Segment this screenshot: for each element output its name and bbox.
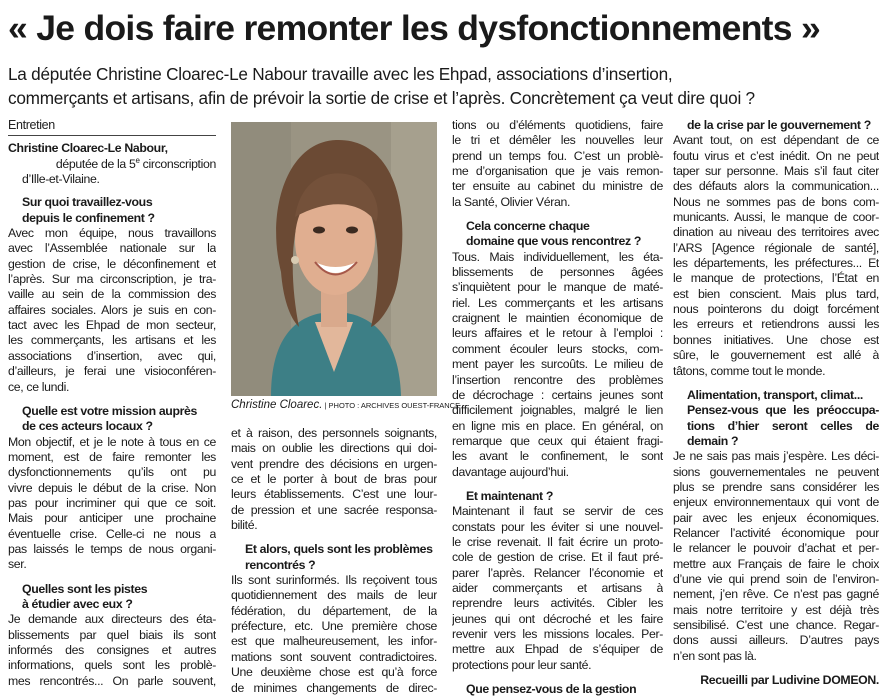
body-line: mations sont souvent contradictoires. [231,649,437,664]
body-line: Tous. Mais individuellement, les éta- [452,249,663,264]
body-line: tact avec les Ehpad de mon secteur, [8,318,216,333]
rubric-label: Entretien [8,118,216,136]
body-line: le relancer le pouvoir d’achat et per- [673,541,879,556]
column-3 [452,118,663,697]
lead-line: commerçants et artisans, afin de prévoir la sortie de crise et l’après. Concrètement ça veut dire quoi ? [8,88,755,108]
photo-caption [231,399,461,411]
body-line: municants. Aussi, le manque de coor- [673,210,879,225]
lead-line: La députée Christine Cloarec-Le Nabour travaille avec les Ehpad, associations d’insertion, [8,64,673,84]
question-line: demain ? [687,433,739,448]
body-line: est bien conscient. Mais plus tard, [673,286,879,301]
body-line: mais notre territoire y est déjà très [673,602,879,617]
signature: Recueilli par Ludivine DOMEON. [700,673,879,688]
body-line: craignent le maintien économique de [452,311,663,326]
column-4 [673,118,879,688]
column-2-body [231,426,437,696]
body-line: informés des consignes et autres [8,643,216,657]
body-line: des défauts alors la communication... [673,179,879,194]
body-line: le tri et démêler les nouvelles leur [452,133,663,148]
body-line: protections pour leur santé. [452,657,592,672]
body-line: la Santé, Olivier Véran. [452,194,571,209]
question-line: domaine que vous rencontrez ? [466,234,642,249]
body-line: blissements par quel biais ils sont [8,627,216,642]
body-line: ter ensuite au cabinet du ministre de [452,179,663,194]
portrait-photo [231,122,437,396]
body-line: avec l’Assemblée nationale sur la [8,241,216,256]
question-line: rencontrés ? [245,557,316,572]
body-line: prend un temps fou. C’est un problè- [452,148,663,163]
caption-name: Christine Cloarec. [231,399,323,411]
body-line: vent prendre des décisions en urgen- [231,456,437,471]
body-line: sions gouvernementales ne peuvent [673,464,879,479]
body-line: vaille au sein de la commission des [8,287,216,302]
body-line: Je demande aux directeurs des éta- [8,612,216,627]
body-line: quotidiennement des mails de leur [231,588,437,603]
body-line: cole de gestion de crise. Et il faut pré- [452,550,663,565]
body-line: bilité. [231,518,258,533]
body-line: pas pour incriminer qui que ce soit. [8,495,216,510]
body-line: Je ne sais pas mais j’espère. Les déci- [673,449,879,464]
question-line: Quelles sont les pistes [22,581,148,596]
body-line: préfecture, etc. Une première chose [231,619,437,634]
body-line: les commerçants, les artisans et les [8,333,216,348]
body-line: gestion de crise, le déconfinement et [8,256,216,271]
body-line: revenir vers les missions locales. Per- [452,627,663,641]
question-line: Et maintenant ? [466,488,553,503]
body-line: de pression et une sacrée responsa- [231,502,437,517]
body-line: s’inquiètent pour le manque de maté- [452,280,663,295]
body-line: tions ou d’éléments quotidiens, faire [452,118,663,132]
column-4-body [673,118,879,664]
body-line: informations, quels sont les problè- [8,658,216,673]
question-line: de la crise par le gouvernement ? [687,118,871,132]
body-line: plus se prendre sans considérer les [673,479,879,494]
body-line: sensibilisé. C’est une chance. Regar- [673,618,879,632]
column-1-body [8,195,216,689]
column-3-body [452,118,663,697]
body-line: enjeux environnementaux qui vont de [673,495,879,510]
question-line: de ces acteurs locaux ? [22,419,153,434]
body-line: difficilement joignables, malgré le lien [452,403,663,418]
column-1 [8,118,216,689]
question-line: depuis le confinement ? [22,210,155,225]
question-line: Que pensez-vous de la gestion [466,682,637,697]
body-line: le crise revenait. Il fait écrire un proto- [452,534,663,549]
body-line: sûre, le gouvernement est allé à [673,348,879,363]
body-line: fédération, du département, de la [231,603,437,618]
body-line: comment écouler leurs stocks, com- [452,341,663,356]
body-line: les avant le confinement, le sont [452,449,663,464]
body-line: jeunes qui ont décroché et les faire [452,611,663,626]
question-line: Pensez-vous que les préoccupa- [687,403,879,418]
body-line: ment payer les surcoûts. Le milieu de [452,357,663,372]
body-line: taper sur personne. Mais s’il faut citer [673,164,879,179]
body-line: pair avec les enjeux économiques. [673,510,879,525]
body-line: en ligne mis en place. En général, on [452,418,663,433]
body-line: dysfonctionnements qu’ils ont pu [8,465,216,480]
interviewee-role: députée de la 5e circonscription [55,156,216,171]
body-line: Avant tout, on est dépendant de ce [673,133,879,148]
body-line: nous pointerons du doigt forcément [673,302,879,317]
body-line: affaires sociales. Alors je suis en con- [8,302,216,317]
body-line: ser. [8,557,27,572]
question-line: à étudier avec eux ? [22,596,133,611]
body-line: est que malheureusement, les infor- [231,634,437,649]
caption-credit: | PHOTO : ARCHIVES OUEST-FRANCE [322,401,461,410]
question-line: tions d’hier seront celles de [687,418,879,433]
body-line: l’ARS [Agence régionale de santé], [673,240,879,255]
body-line: Une deuxième chose est qu’à force [231,665,437,680]
question-line: Quelle est votre mission auprès [22,403,198,418]
body-line: parer l’après. Relancer l’économie et [452,565,663,580]
body-line: l’après. Sur ma circonscription, je tra- [8,272,216,287]
question-line: Cela concerne chaque [466,219,590,234]
body-line: moment, est de faire remonter les [8,449,216,464]
body-line: Mais pour anticiper une prochaine [8,511,216,526]
question-line: Sur quoi travaillez-vous [22,195,153,210]
body-line: reprendre leurs activités. Cibler les [452,596,663,611]
body-line: remarque que ceux qui étaient fragi- [452,433,663,448]
portrait-illustration [231,122,437,396]
body-line: Nous ne sommes pas de bons com- [673,194,879,209]
body-line: tâtons, comme tout le monde. [673,363,826,378]
body-line: leurs établissements. C’est une lour- [231,487,437,502]
body-line: Relancer l’activité économique pour [673,525,879,540]
body-line: ce, ce lundi. [8,379,70,394]
body-line: riel. Les commerçants et les artisans [452,295,663,310]
body-line: davantage aujourd’hui. [452,464,569,479]
body-line: mes rencontrés... On parle souvent, [8,673,216,688]
body-line: ce et le porter à bout de bras pour [231,472,437,487]
body-line: et à raison, des personnels soignants, [231,426,437,440]
body-line: les erreurs et retiendrons aussi les [673,317,879,332]
interviewee-name: Christine Cloarec-Le Nabour, [8,141,168,156]
body-line: bonnes initiatives. Une chose est [673,332,879,347]
body-line: l’insertion rencontre des problèmes [452,372,663,387]
body-line: me d’organisation que je vais remon- [452,164,663,179]
body-line: Ils sont surinformés. Ils reçoivent tous [231,573,437,588]
body-line: dons aussi ailleurs. D’autres pays [673,633,879,648]
body-line: mais on oublie les directions qui doi- [231,441,437,456]
interviewee-role-line2: d’Ille-et-Vilaine. [22,172,100,187]
body-line: nement, j’en rêve. Ce n’est pas gagné [673,587,879,602]
body-line: d’une vie qui prend soin de l’environ- [673,571,879,586]
lead-paragraph [8,62,883,110]
body-line: de décrochage : certains jeunes sont [452,387,663,402]
body-line: Mon objectif, et je le note à tous en ce [8,434,216,449]
body-line: associations d’insertion, avec qui, [8,348,216,363]
body-line: foutu virus et c’est inédit. On ne peut [673,148,879,163]
body-line: leurs affaires et le retour à l’emploi : [452,326,663,341]
body-line: mettre aux Ehpad de s’équiper de [452,642,663,657]
body-line: Maintenant il faut se servir de ces [452,504,663,519]
body-line: éventuelle crise. Celle-ci ne nous a [8,526,216,541]
body-line: constats pour les éviter si une nouvel- [452,519,663,534]
body-line: Avec mon équipe, nous travaillons [8,226,216,241]
body-line: pas laissés le temps de nous organi- [8,541,216,556]
question-line: Alimentation, transport, climat... [687,387,863,402]
body-line: le manque de protections, l’État en [673,271,879,286]
question-line: Et alors, quels sont les problèmes [245,542,433,557]
column-2 [231,426,437,696]
body-line: les départements, les préfectures... Et [673,256,879,271]
body-line: d’ailleurs, je ferai une visioconféren- [8,364,216,379]
body-line: de minimes changements de direc- [231,680,437,695]
body-line: vivre depuis le début de la crise. Non [8,480,216,495]
body-line: dination au niveau des territoires avec [673,225,879,240]
body-line: n’en sont pas là. [673,648,757,663]
body-line: mettre aux Français de faire le choix [673,556,879,571]
body-line: blissements de personnes âgées [452,265,663,280]
body-line: aider commerçants et artisans à [452,580,663,595]
headline: « Je dois faire remonter les dysfonctionnements » [8,8,821,48]
